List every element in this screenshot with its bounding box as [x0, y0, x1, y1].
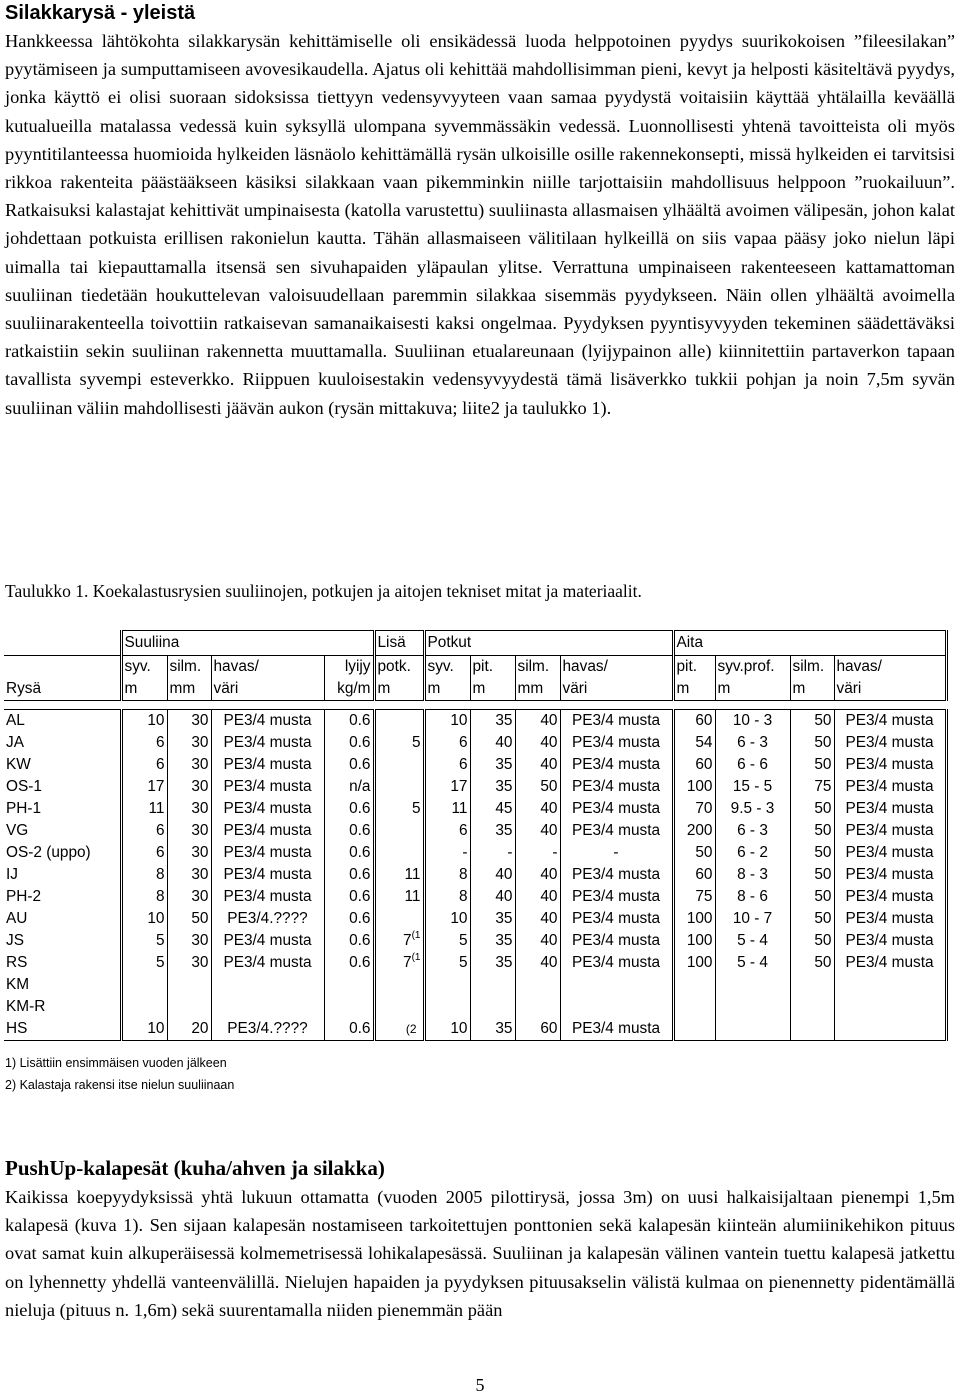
table-header-2-cell: m: [673, 678, 715, 701]
table-cell: [673, 996, 715, 1018]
table-cell: PE3/4 musta: [560, 864, 673, 886]
table-header-1-cell: syv.: [424, 656, 470, 679]
table-cell: 40: [515, 930, 560, 952]
table-cell: 6: [424, 732, 470, 754]
table-cell: 11: [121, 798, 167, 820]
table-cell: [121, 996, 167, 1018]
table-header-1-cell: silm.: [790, 656, 834, 679]
footnote-1: 1) Lisättiin ensimmäisen vuoden jälkeen: [5, 1056, 227, 1070]
table-header-row-2: [4, 678, 946, 701]
table-row: [4, 798, 946, 820]
table-cell: 100: [673, 930, 715, 952]
table-cell: PE3/4 musta: [560, 710, 673, 733]
table-cell: 5: [121, 930, 167, 952]
table-cell: 30: [167, 776, 211, 798]
table-cell: 8: [121, 864, 167, 886]
table-cell: [470, 996, 515, 1018]
table-header-1-cell: pit.: [470, 656, 515, 679]
table-row-label: AU: [6, 910, 28, 927]
table-cell: 0.6: [324, 930, 374, 952]
table-row-label: PH-1: [6, 800, 42, 817]
table-cell: [374, 842, 424, 864]
table-cell: PE3/4 musta: [560, 754, 673, 776]
table-cell: PE3/4 musta: [211, 842, 324, 864]
table-header-2-cell: mm: [515, 678, 560, 701]
table-row-label: KM: [6, 976, 30, 993]
table-cell: 35: [470, 710, 515, 733]
table-cell: 30: [167, 952, 211, 974]
table-row-label: OS-2 (uppo): [6, 844, 91, 861]
table-cell: 50: [515, 776, 560, 798]
table-header-1-cell: syv.: [121, 656, 167, 679]
table-cell: 0.6: [324, 732, 374, 754]
table-cell: 50: [790, 732, 834, 754]
table-header-1-cell: havas/: [211, 656, 324, 679]
table-cell: PE3/4 musta: [211, 710, 324, 733]
table-row-label: PH-2: [6, 888, 42, 905]
table-cell: 50: [790, 908, 834, 930]
table-row-label: JS: [6, 932, 24, 949]
section-title: Silakkarysä - yleistä: [5, 2, 196, 24]
table-row-label: HS: [4, 1018, 121, 1041]
table-cell: 35: [470, 754, 515, 776]
table-header-2-cell: m: [424, 678, 470, 701]
table-cell: PE3/4 musta: [560, 952, 673, 974]
table-cell: 5: [374, 798, 424, 820]
table-cell: 11: [424, 798, 470, 820]
table-cell: 30: [167, 842, 211, 864]
table-cell: PE3/4 musta: [560, 798, 673, 820]
table-cell: PE3/4 musta: [834, 710, 946, 733]
table-cell: 30: [167, 930, 211, 952]
table-cell: [121, 974, 167, 996]
table-cell: 8: [121, 886, 167, 908]
table-header-2-cell: kg/m: [324, 678, 374, 701]
table-cell: PE3/4 musta: [834, 754, 946, 776]
table-cell: PE3/4 musta: [560, 820, 673, 842]
table-cell: [673, 974, 715, 996]
table-cell: 10: [121, 710, 167, 733]
table-cell: 8: [424, 864, 470, 886]
table-row: [4, 974, 946, 996]
table-cell: PE3/4 musta: [211, 732, 324, 754]
table-cell: 60: [673, 864, 715, 886]
table-cell: 11: [374, 864, 424, 886]
table-cell: PE3/4 musta: [211, 798, 324, 820]
table-cell: [424, 974, 470, 996]
table-cell: 30: [167, 798, 211, 820]
table-header-1-cell: havas/: [560, 656, 673, 679]
table-cell: 50: [790, 864, 834, 886]
table-row: [4, 996, 946, 1018]
table-spacer-row: [4, 701, 946, 710]
table-cell: 0.6: [324, 886, 374, 908]
table-cell: [211, 974, 324, 996]
table-cell: PE3/4 musta: [834, 798, 946, 820]
table-row: [4, 754, 946, 776]
table-cell: 50: [790, 798, 834, 820]
table-cell: PE3/4 musta: [211, 886, 324, 908]
table-cell: 30: [167, 732, 211, 754]
table-row: [4, 952, 946, 974]
table-cell: 70: [673, 798, 715, 820]
table-row: [4, 820, 946, 842]
table-header-2-cell: Rysä: [4, 678, 121, 701]
table-row-label: VG: [6, 822, 29, 839]
table-row: [4, 930, 946, 952]
table-header-2-cell: m: [715, 678, 790, 701]
table-cell: [790, 1018, 834, 1041]
table-cell: 10: [121, 908, 167, 930]
table-cell: [211, 996, 324, 1018]
table-cell: PE3/4 musta: [560, 886, 673, 908]
technical-dimensions-table: [4, 630, 948, 1041]
table-row-label: AL: [4, 710, 121, 733]
table-cell: 35: [470, 952, 515, 974]
table-cell: 10 - 3: [715, 710, 790, 733]
pushup-paragraph: Kaikissa koepyydyksissä yhtä lukuun ottamatta (vuoden 2005 pilottirysä, jossa 3m) on uusi halkaisijaltaan pienempi 1,5m kalapesä (kuva 1). Sen sijaan kalapesän nostamiseen tarkoitettujen ponttonien sekä kalapesän kiinteän alumiinikehikon pituus ovat samat kuin alkuperäisessä kolmemetrisessä lohikalapesässä. Suuliinan ja kalapesän välinen vantein tuettu kalapesä jatkettu on lyhennetty yhdellä vanteenvälillä. Nielujen hapaiden ja pyydyksen pituusakselin välistä kulmaa on pienennetty pidentämällä nieluja (pituus n. 1,6m) sekä suurentamalla niiden pienemmän pään: [5, 1187, 955, 1320]
table-row: [4, 864, 946, 886]
table-cell: 15 - 5: [715, 776, 790, 798]
table-cell: [374, 1018, 424, 1041]
table-cell: 40: [515, 798, 560, 820]
table-cell: 60: [673, 754, 715, 776]
table-cell: PE3/4 musta: [211, 776, 324, 798]
table-cell: 35: [470, 776, 515, 798]
table-cell: [834, 996, 946, 1018]
table-cell: [324, 974, 374, 996]
table-cell: 6: [121, 754, 167, 776]
table-cell: PE3/4.????: [211, 908, 324, 930]
table-cell: 0.6: [324, 1018, 374, 1041]
table-row: [4, 776, 946, 798]
table-cell: PE3/4 musta: [560, 732, 673, 754]
table-cell: [374, 996, 424, 1018]
table-cell: n/a: [324, 776, 374, 798]
table-header-2-cell: väri: [560, 678, 673, 701]
table-cell: 40: [515, 732, 560, 754]
page-number: 5: [475, 1375, 485, 1395]
table-cell: -: [424, 842, 470, 864]
table-header-2-cell: m: [121, 678, 167, 701]
table-row-label: JA: [6, 734, 24, 751]
table-cell: 30: [167, 886, 211, 908]
group-header-suuliina: Suuliina: [121, 631, 374, 656]
table-cell: 6: [121, 842, 167, 864]
table-cell: 200: [673, 820, 715, 842]
table-cell: PE3/4 musta: [560, 1018, 673, 1041]
table-cell: [790, 974, 834, 996]
table-cell: 60: [515, 1018, 560, 1041]
table-cell: 6 - 3: [715, 820, 790, 842]
table-cell: PE3/4 musta: [834, 886, 946, 908]
table-cell: PE3/4 musta: [560, 908, 673, 930]
table-header-2-cell: väri: [211, 678, 324, 701]
table-cell: 50: [167, 908, 211, 930]
table-cell: 8 - 3: [715, 864, 790, 886]
table-cell: 6 - 3: [715, 732, 790, 754]
table-header-2-cell: väri: [834, 678, 946, 701]
table-group-header-row: [4, 631, 946, 656]
table-cell: 0.6: [324, 754, 374, 776]
table-cell: [515, 974, 560, 996]
group-header-aita: Aita: [673, 631, 946, 656]
table-cell: 20: [167, 1018, 211, 1041]
table-cell: 75: [790, 776, 834, 798]
table-cell: 11: [374, 886, 424, 908]
table-cell: PE3/4 musta: [211, 864, 324, 886]
table-cell: [324, 996, 374, 1018]
table-header-1-cell: havas/: [834, 656, 946, 679]
table-cell: 50: [790, 930, 834, 952]
table-cell: 5: [424, 952, 470, 974]
table-cell: PE3/4 musta: [211, 820, 324, 842]
table-cell: 100: [673, 952, 715, 974]
table-cell: [834, 1018, 946, 1041]
table-row: [4, 732, 946, 754]
table-cell: 50: [790, 820, 834, 842]
table-cell: 10: [424, 908, 470, 930]
table-cell: -: [560, 842, 673, 864]
table-cell: 0.6: [324, 952, 374, 974]
table-cell: 50: [790, 952, 834, 974]
table-cell: 50: [673, 842, 715, 864]
table-cell: 7$^{(1}$: [374, 930, 424, 952]
table-cell: 35: [470, 1018, 515, 1041]
table-row-label: OS-1: [6, 778, 42, 795]
table-cell: [424, 996, 470, 1018]
table-cell: -: [515, 842, 560, 864]
table-header-1-cell: pit.: [673, 656, 715, 679]
table-cell: 75: [673, 886, 715, 908]
intro-paragraph: Hankkeessa lähtökohta silakkarysän kehittämiselle oli ensikädessä luoda helppotoinen pyydys suurikokoisen ”fileesilakan” pyytämiseen ja sumputtamiseen avovesikaudella. Ajatus oli kehittää mahdollisimman pieni, kevyt ja helposti käsiteltävä pyydys, jonka käyttö ei olisi suoraan sidoksissa tiettyyn vedensyvyyteen vaan samaa pyydystä voitaisiin käyttää yhtälailla keväällä kutualueilla matalassa vedessä kuin syksyllä ulompana syvemmässäkin vedessä. Luonnollisesti yhtenä tavoitteista oli myös pyyntitilanteessa huomioida hylkeiden läsnäolo kehittämällä rysän ulkoisille osille rakennekonsepti, missä hylkeiden ei tarvitsisi rikkoa rakenteita päästääkseen käsiksi silakkaan vaan pikemminkin niille tarjottaisiin mahdollisuus helppoon ”ruokailuun”. Ratkaisuksi kalastajat kehittivät umpinaisesta (katolla varustettu) suuliinasta allasmaisen ylhäältä avoimen välipesän, johon kalat johdettaan potkuista erillisen rakonielun kautta. Tähän allasmaiseen välitilaan hylkeillä on siis vapaa pääsy joko nielun läpi uimalla tai kiepauttamalla itsensä sen sivuhapaiden yläpaulan ylitse. Verrattuna umpinaiseen rakenteeseen kattamattoman suuliinan tiedetään houkuttelevan valoisuudellaan paremmin silakkaa sisemmäs pyydykseen. Näin ollen ylhäältä avoimella suuliinarakenteella toivottiin ratkaisevan samanaikaisesti kaksi ongelmaa. Pyydyksen pyyntisyvyyden tekeminen säädettäväksi ratkaistiin sekin suuliinan rakennetta muuttamalla. Suuliinan etualareunaan (lyijypainon alle) kiinnitettiin partaverkon tapaan tavallista syvempi esteverkko. Riippuen kuuloisestakin vedensyvyydestä tämä lisäverkko tukkii pohjan ja noin 7,5m syvän suuliinan väliin mahdollisesti jäävän aukon (rysän mittakuva; liite2 ja taulukko 1).: [5, 31, 955, 418]
table-cell: [374, 710, 424, 733]
table-cell: 0.6: [324, 820, 374, 842]
footnote-mark: (1: [411, 952, 421, 963]
table-header-1-cell: silm.: [515, 656, 560, 679]
table-cell: 17: [121, 776, 167, 798]
table-cell: PE3/4 musta: [211, 952, 324, 974]
table-row: [4, 710, 946, 733]
table-cell: 10: [424, 1018, 470, 1041]
table-cell: 40: [470, 886, 515, 908]
table-row-label: RS: [6, 954, 28, 971]
table-cell: PE3/4 musta: [834, 864, 946, 886]
table-cell: PE3/4 musta: [834, 842, 946, 864]
table-header-1-cell: potk.: [374, 656, 424, 679]
table-cell: [515, 996, 560, 1018]
table-cell: 0.6: [324, 908, 374, 930]
table-cell: 6: [121, 820, 167, 842]
footnote-2: 2) Kalastaja rakensi itse nielun suuliinaan: [5, 1078, 235, 1092]
table-cell: 7$^{(1}$: [374, 952, 424, 974]
table-cell: 6 - 6: [715, 754, 790, 776]
table-cell: 17: [424, 776, 470, 798]
table-cell: 40: [515, 864, 560, 886]
table-header-1-cell: silm.: [167, 656, 211, 679]
table-cell: 8 - 6: [715, 886, 790, 908]
table-header-row-1: [4, 656, 946, 679]
table-cell: [560, 974, 673, 996]
table-cell: 100: [673, 908, 715, 930]
footnote-mark: (2: [405, 1022, 417, 1036]
table-cell: [715, 996, 790, 1018]
table-cell: 45: [470, 798, 515, 820]
table-cell: 40: [515, 908, 560, 930]
table-cell: 5: [121, 952, 167, 974]
table-cell: PE3/4 musta: [834, 952, 946, 974]
table-row: [4, 842, 946, 864]
table-cell: 30: [167, 754, 211, 776]
table-cell: 35: [470, 908, 515, 930]
table-cell: 10: [121, 1018, 167, 1041]
table-header-2-cell: m: [470, 678, 515, 701]
table-row-label: IJ: [6, 866, 18, 883]
table-cell: PE3/4 musta: [834, 732, 946, 754]
table-cell: 40: [515, 820, 560, 842]
table-cell: 6: [424, 754, 470, 776]
table-cell: [673, 1018, 715, 1041]
table-cell: 5 - 4: [715, 952, 790, 974]
table-cell: 50: [790, 754, 834, 776]
table-header-2-cell: m: [790, 678, 834, 701]
table-cell: [374, 754, 424, 776]
table-cell: 10 - 7: [715, 908, 790, 930]
table-cell: 50: [790, 710, 834, 733]
table-cell: 5: [374, 732, 424, 754]
table-cell: [167, 974, 211, 996]
table-cell: 9.5 - 3: [715, 798, 790, 820]
table-cell: [790, 996, 834, 1018]
table-cell: 0.6: [324, 842, 374, 864]
table-cell: [834, 974, 946, 996]
table-cell: 35: [470, 820, 515, 842]
table-cell: 50: [790, 886, 834, 908]
table-cell: PE3/4 musta: [834, 908, 946, 930]
table-cell: [715, 974, 790, 996]
table-footnotes: [5, 1052, 234, 1096]
table-cell: PE3/4 musta: [211, 930, 324, 952]
group-header-lisa: Lisä: [374, 631, 424, 656]
table-cell: [560, 996, 673, 1018]
table-cell: [470, 974, 515, 996]
table-cell: 0.6: [324, 798, 374, 820]
table-cell: 6 - 2: [715, 842, 790, 864]
table-cell: PE3/4 musta: [211, 754, 324, 776]
table-header-2-cell: mm: [167, 678, 211, 701]
table-cell: 6: [121, 732, 167, 754]
table-header-1-cell: syv.prof.: [715, 656, 790, 679]
table-cell: [374, 974, 424, 996]
table-cell: 8: [424, 886, 470, 908]
table-cell: PE3/4 musta: [834, 820, 946, 842]
group-header-potkut: Potkut: [424, 631, 673, 656]
table-cell: [374, 908, 424, 930]
table-cell: 40: [515, 886, 560, 908]
table-cell: PE3/4 musta: [560, 930, 673, 952]
table-cell: 40: [470, 864, 515, 886]
table-cell: PE3/4.????: [211, 1018, 324, 1041]
table-cell: -: [470, 842, 515, 864]
table-row: [4, 1018, 946, 1041]
table-row-label: KM-R: [6, 998, 46, 1015]
table-row: [4, 886, 946, 908]
table-cell: [715, 1018, 790, 1041]
table-cell: [374, 776, 424, 798]
table-cell: 10: [424, 710, 470, 733]
table-cell: 100: [673, 776, 715, 798]
table-cell: 54: [673, 732, 715, 754]
table-row: [4, 908, 946, 930]
table-header-2-cell: m: [374, 678, 424, 701]
table-cell: 0.6: [324, 710, 374, 733]
table-cell: 0.6: [324, 864, 374, 886]
table-cell: 40: [515, 754, 560, 776]
table-cell: 35: [470, 930, 515, 952]
table-cell: 5 - 4: [715, 930, 790, 952]
table-cell: PE3/4 musta: [834, 776, 946, 798]
table-header-1-cell: lyijy: [324, 656, 374, 679]
table-cell: [374, 820, 424, 842]
table-cell: 5: [424, 930, 470, 952]
footnote-mark: (1: [411, 930, 421, 941]
subsection-title: PushUp-kalapesät (kuha/ahven ja silakka): [5, 1156, 385, 1180]
table-cell: 60: [673, 710, 715, 733]
table-cell: PE3/4 musta: [560, 776, 673, 798]
table-cell: 40: [470, 732, 515, 754]
table-cell: [167, 996, 211, 1018]
table-cell: 6: [424, 820, 470, 842]
table-caption: Taulukko 1. Koekalastusrysien suuliinojen, potkujen ja aitojen tekniset mitat ja materiaalit.: [5, 581, 642, 601]
table-header-1-cell: [4, 656, 121, 679]
table-cell: 40: [515, 952, 560, 974]
table-cell: 40: [515, 710, 560, 733]
table-cell: 50: [790, 842, 834, 864]
table-cell: 30: [167, 820, 211, 842]
table-cell: 30: [167, 864, 211, 886]
table-row-label: KW: [6, 756, 31, 773]
table-cell: 30: [167, 710, 211, 733]
table-cell: PE3/4 musta: [834, 930, 946, 952]
